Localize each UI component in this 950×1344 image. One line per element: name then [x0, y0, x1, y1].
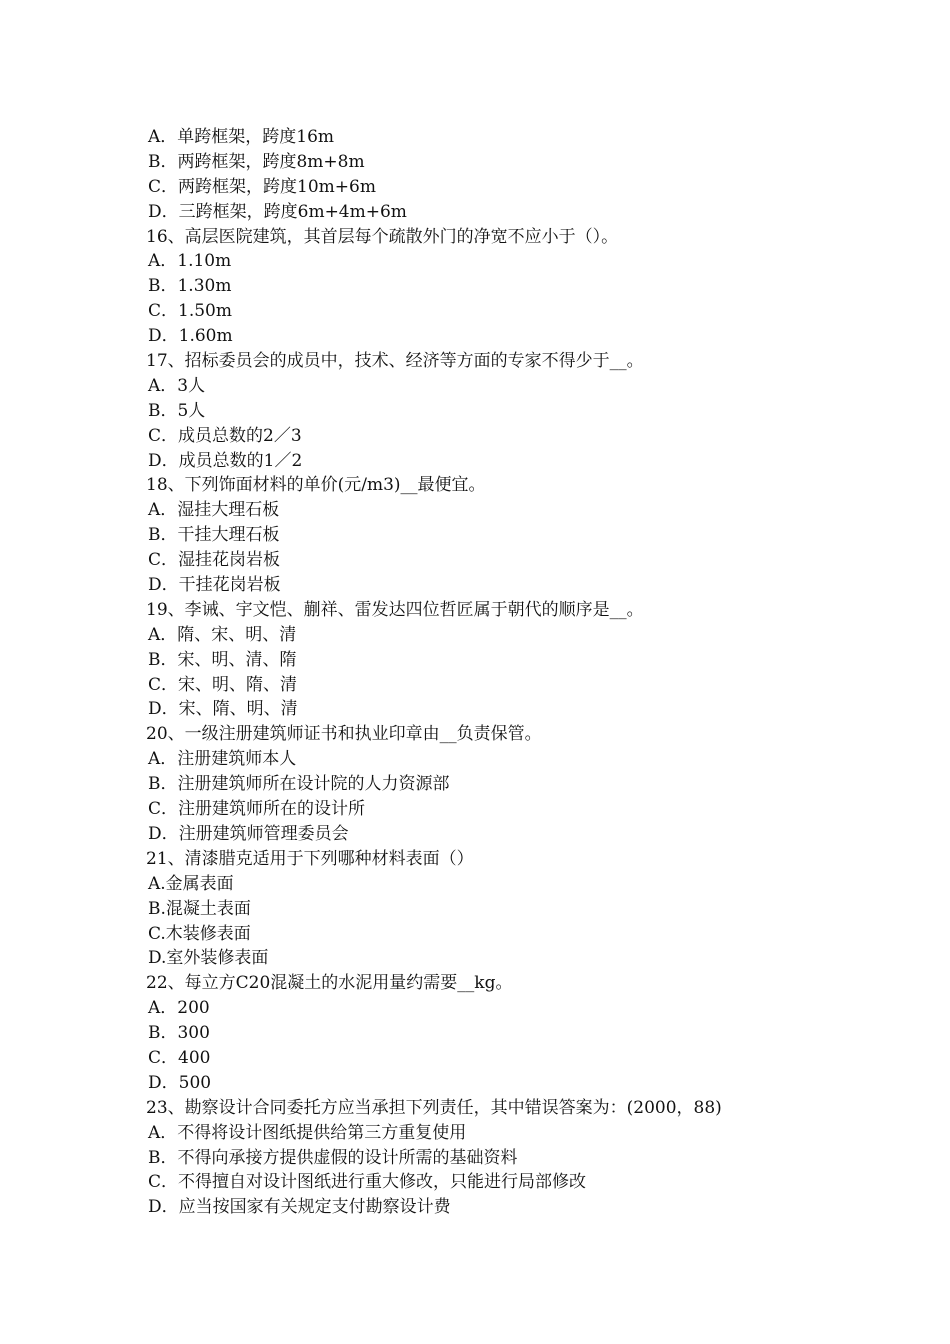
- option-line: A.金属表面: [148, 873, 234, 894]
- option-line: B．注册建筑师所在设计院的人力资源部: [148, 774, 450, 795]
- question-22: 22、每立方C20混凝土的水泥用量约需要__kg。: [146, 973, 513, 994]
- option-line: B．不得向承接方提供虚假的设计所需的基础资料: [148, 1147, 518, 1168]
- option-line: B．两跨框架，跨度8m+8m: [148, 151, 365, 172]
- question-19: 19、李诫、宇文恺、蒯祥、雷发达四位哲匠属于朝代的顺序是__。: [146, 599, 644, 620]
- option-line: D．宋、隋、明、清: [148, 699, 298, 720]
- option-line: A．1.10m: [148, 251, 232, 272]
- question-20: 20、一级注册建筑师证书和执业印章由__负责保管。: [146, 724, 542, 745]
- document-content: [146, 125, 846, 1220]
- option-line: D．成员总数的1／2: [148, 450, 303, 471]
- option-line: A．隋、宋、明、清: [148, 624, 297, 645]
- option-line: A．200: [148, 998, 210, 1019]
- option-line: D．应当按国家有关规定支付勘察设计费: [148, 1197, 451, 1218]
- option-line: D．三跨框架，跨度6m+4m+6m: [148, 201, 407, 222]
- option-line: C．两跨框架，跨度10m+6m: [148, 176, 376, 197]
- option-line: D.室外装修表面: [148, 948, 269, 969]
- option-line: A．3人: [148, 375, 206, 396]
- question-23: 23、勘察设计合同委托方应当承担下列责任，其中错误答案为：(2000，88): [146, 1097, 722, 1118]
- option-line: D．干挂花岗岩板: [148, 575, 281, 596]
- option-line: A．不得将设计图纸提供给第三方重复使用: [148, 1122, 467, 1143]
- option-line: C.木装修表面: [148, 923, 251, 944]
- option-line: B.混凝土表面: [148, 898, 251, 919]
- option-line: A．单跨框架，跨度16m: [148, 127, 335, 147]
- question-16: 16、高层医院建筑，其首层每个疏散外门的净宽不应小于（）。: [146, 226, 619, 247]
- option-line: C．不得擅自对设计图纸进行重大修改，只能进行局部修改: [148, 1172, 587, 1193]
- option-line: B．300: [148, 1023, 210, 1044]
- option-line: C．400: [148, 1047, 211, 1068]
- option-line: C．宋、明、隋、清: [148, 674, 298, 695]
- option-line: D．注册建筑师管理委员会: [148, 823, 349, 844]
- option-line: C．注册建筑师所在的设计所: [148, 799, 366, 820]
- option-line: B．1.30m: [148, 276, 232, 297]
- question-17: 17、招标委员会的成员中，技术、经济等方面的专家不得少于__。: [146, 351, 644, 372]
- option-line: A．湿挂大理石板: [148, 500, 280, 521]
- option-line: A．注册建筑师本人: [148, 749, 297, 770]
- option-line: C．湿挂花岗岩板: [148, 550, 281, 571]
- option-line: B．5人: [148, 400, 206, 421]
- option-line: D．500: [148, 1072, 212, 1093]
- question-21: 21、清漆腊克适用于下列哪种材料表面（）: [146, 848, 474, 869]
- option-line: D．1.60m: [148, 326, 233, 347]
- option-line: C．成员总数的2／3: [148, 425, 302, 446]
- question-18: 18、下列饰面材料的单价(元/m3)__最便宜。: [146, 475, 486, 496]
- option-line: C．1.50m: [148, 301, 232, 322]
- option-line: B．宋、明、清、隋: [148, 649, 297, 670]
- option-line: B．干挂大理石板: [148, 525, 280, 546]
